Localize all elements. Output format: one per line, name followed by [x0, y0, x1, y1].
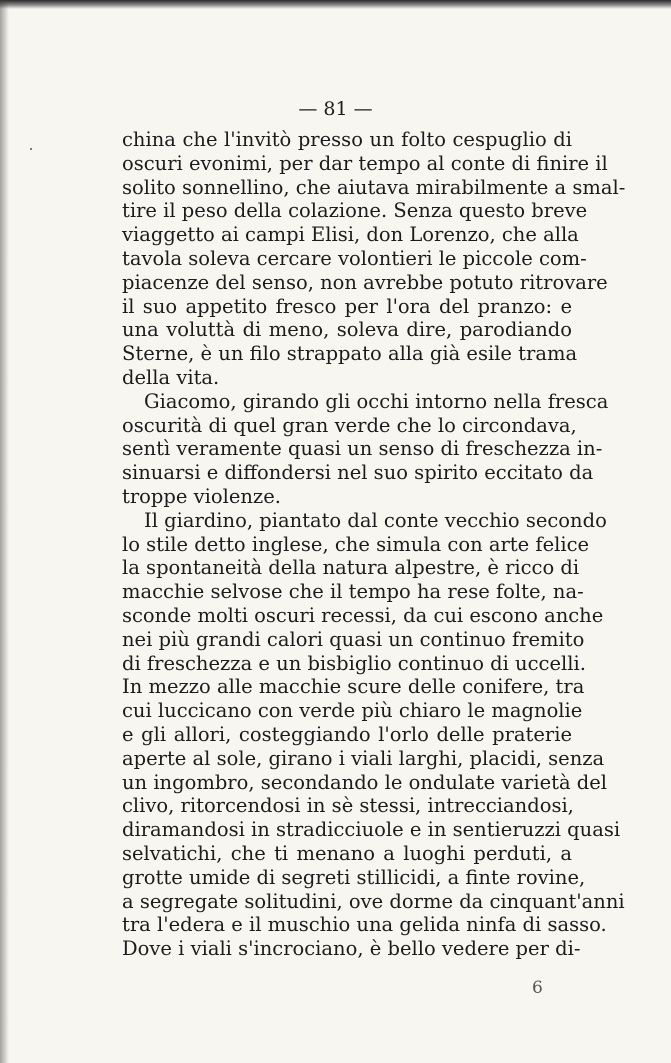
- text-line: a segregate solitudini, ove dorme da cinquant'anni: [122, 889, 625, 913]
- text-line: troppe violenze.: [122, 484, 281, 508]
- text-line: lo stile detto inglese, che simula con arte felice: [122, 532, 590, 556]
- text-line: nei più grandi calori quasi un continuo fremito: [122, 627, 585, 651]
- text-line: Sterne, è un filo strappato alla già esile trama: [122, 342, 578, 366]
- text-line: Il giardino, piantato dal conte vecchio secondo: [144, 508, 607, 532]
- text-line: tavola soleva cercare volontieri le piccole com-: [122, 246, 587, 270]
- text-line: Giacomo, girando gli occhi intorno nella fresca: [144, 389, 609, 413]
- text-line: sinuarsi e diffondersi nel suo spirito eccitato da: [122, 461, 594, 485]
- text-line: tire il peso della colazione. Senza questo breve: [122, 199, 588, 223]
- signature-mark: 6: [532, 978, 543, 998]
- text-line: sentì veramente quasi un senso di freschezza in-: [122, 437, 603, 461]
- paper-speck: [30, 148, 32, 150]
- text-line: oscurità di quel gran verde che lo circondava,: [122, 413, 577, 437]
- text-line: macchie selvose che il tempo ha rese folte, na-: [122, 580, 584, 604]
- text-line: la spontaneità della natura alpestre, è ricco di: [122, 556, 580, 580]
- text-line: viaggetto ai campi Elisi, don Lorenzo, che alla: [122, 223, 579, 247]
- text-line: diramandosi in stradicciuole e in sentieruzzi quasi: [122, 818, 621, 842]
- text-line: il suo appetito fresco per l'ora del pranzo: e: [122, 294, 572, 318]
- text-line: una voluttà di meno, soleva dire, parodiando: [122, 318, 572, 342]
- text-line: grotte umide di segreti stillicidi, a finte rovine,: [122, 865, 586, 889]
- text-line: In mezzo alle macchie scure delle conifere, tra: [122, 675, 585, 699]
- body-text: [122, 128, 626, 961]
- scan-left-edge: [0, 0, 9, 1063]
- text-line: solito sonnellino, che aiutava mirabilmente a smal-: [122, 175, 626, 199]
- text-line: cui luccicano con verde più chiaro le magnolie: [122, 699, 583, 723]
- page-number: — 81 —: [298, 98, 373, 120]
- text-line: un ingombro, secondando le ondulate varietà del: [122, 770, 608, 794]
- scan-top-edge: [0, 0, 671, 9]
- text-line: tra l'edera e il muschio una gelida ninfa di sasso.: [122, 913, 607, 937]
- text-line: clivo, ritorcendosi in sè stessi, intrecciandosi,: [122, 794, 574, 818]
- text-line: oscuri evonimi, per dar tempo al conte di finire il: [122, 151, 608, 175]
- text-line: piacenze del senso, non avrebbe potuto ritrovare: [122, 270, 608, 294]
- text-line: aperte al sole, girano i viali larghi, placidi, senza: [122, 746, 605, 770]
- text-line: della vita.: [122, 365, 220, 389]
- text-line: sconde molti oscuri recessi, da cui escono anche: [122, 603, 604, 627]
- text-line: di freschezza e un bisbiglio continuo di uccelli.: [122, 651, 586, 675]
- text-line: e gli allori, costeggiando l'orlo delle praterie: [122, 722, 572, 746]
- text-line: Dove i viali s'incrociano, è bello vedere per di-: [122, 937, 581, 961]
- text-line: china che l'invitò presso un folto cespuglio di: [122, 128, 572, 151]
- text-line: selvatichi, che ti menano a luoghi perduti, a: [122, 841, 572, 865]
